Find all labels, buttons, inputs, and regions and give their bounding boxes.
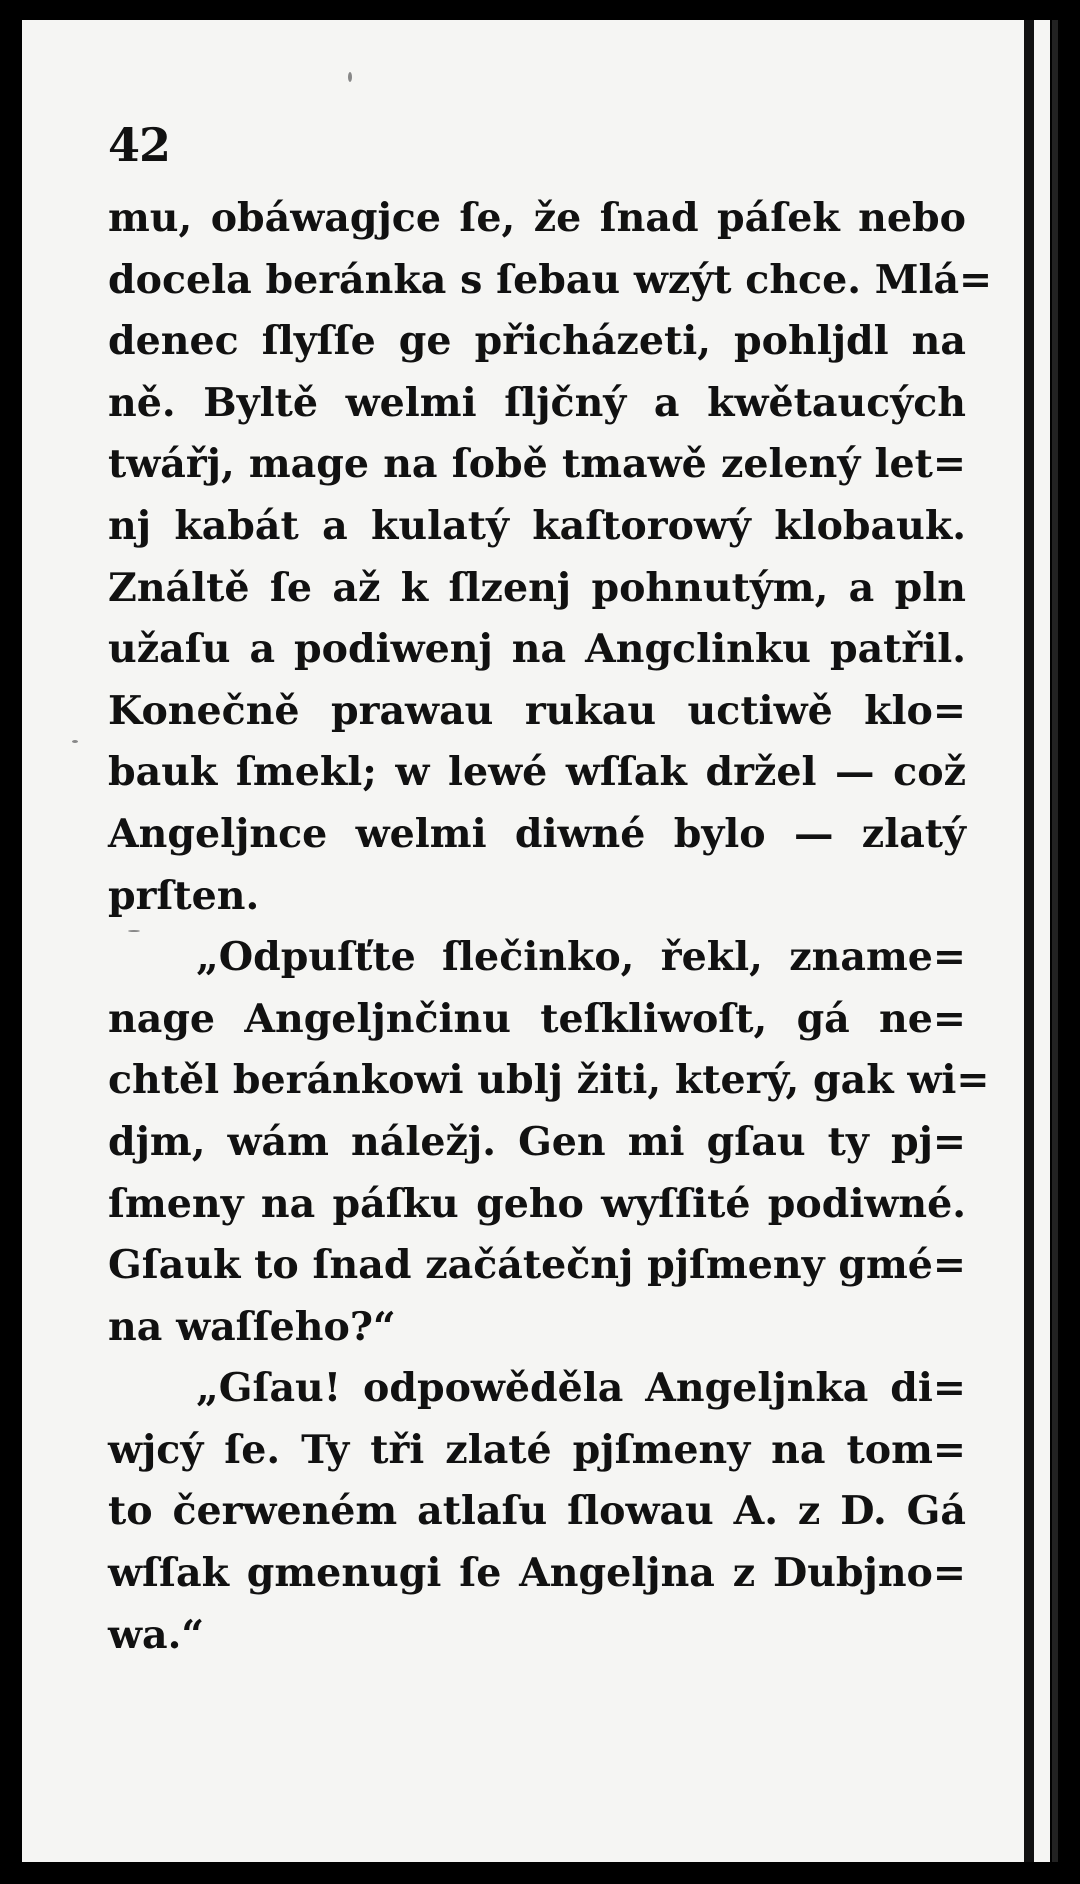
- text-line: „Gſau! odpowěděla Angeljnka di=: [196, 1365, 966, 1412]
- text-line: ně. Byltě welmi ſljčný a kwětaucých: [108, 379, 966, 426]
- page-gutter: [1024, 20, 1034, 1862]
- print-speck: [72, 740, 78, 743]
- text-line: wſſak gmenugi ſe Angeljna z Dubjno=: [108, 1550, 966, 1597]
- text-line: na waſſeho?“: [108, 1303, 396, 1350]
- print-speck: [348, 72, 352, 82]
- text-line: docela beránka s ſebau wzýt chce. Mlá=: [108, 256, 993, 303]
- text-line: Gſauk to ſnad začátečnj pjſmeny gmé=: [108, 1242, 966, 1289]
- body-text: [108, 188, 993, 1666]
- text-line: bauk ſmekl; w lewé wſſak držel — což: [108, 749, 966, 796]
- text-line: wa.“: [108, 1611, 205, 1658]
- text-line: ſmeny na páſku geho wyſſité podiwné.: [108, 1180, 966, 1227]
- text-line: djm, wám náležj. Gen mi gſau ty pj=: [108, 1118, 966, 1165]
- text-line: nj kabát a kulatý kaſtorowý klobauk.: [108, 502, 966, 549]
- binding-line: [1052, 20, 1058, 1862]
- text-line: to čerweném atlaſu ſlowau A. z D. Gá: [108, 1488, 966, 1535]
- text-line: chtěl beránkowi ublj žiti, který, gak wi=: [108, 1057, 990, 1104]
- text-line: prſten.: [108, 872, 260, 919]
- text-line: „Odpuſťte ſlečinko, řekl, zname=: [196, 934, 966, 981]
- adjacent-page-edge: [1034, 20, 1050, 1862]
- text-line: mu, obáwagjce ſe, že ſnad páſek nebo: [108, 195, 966, 241]
- text-line: Konečně prawau rukau uctiwě klo=: [108, 687, 966, 734]
- text-line: denec ſlyſſe ge přicházeti, pohljdl na: [108, 318, 966, 365]
- text-line: nage Angeljnčinu teſkliwoſt, gá ne=: [108, 995, 966, 1042]
- text-line: užaſu a podiwenj na Angclinku patřil.: [108, 626, 966, 673]
- text-line: Angeljnce welmi diwné bylo — zlatý: [108, 810, 966, 857]
- text-line: wjcý ſe. Ty tři zlaté pjſmeny na tom=: [108, 1426, 966, 1473]
- page-number: 42: [108, 118, 171, 172]
- text-line: twářj, mage na ſobě tmawě zelený let=: [108, 441, 966, 488]
- text-line: Ználtě ſe až k ſlzenj pohnutým, a pln: [108, 564, 966, 611]
